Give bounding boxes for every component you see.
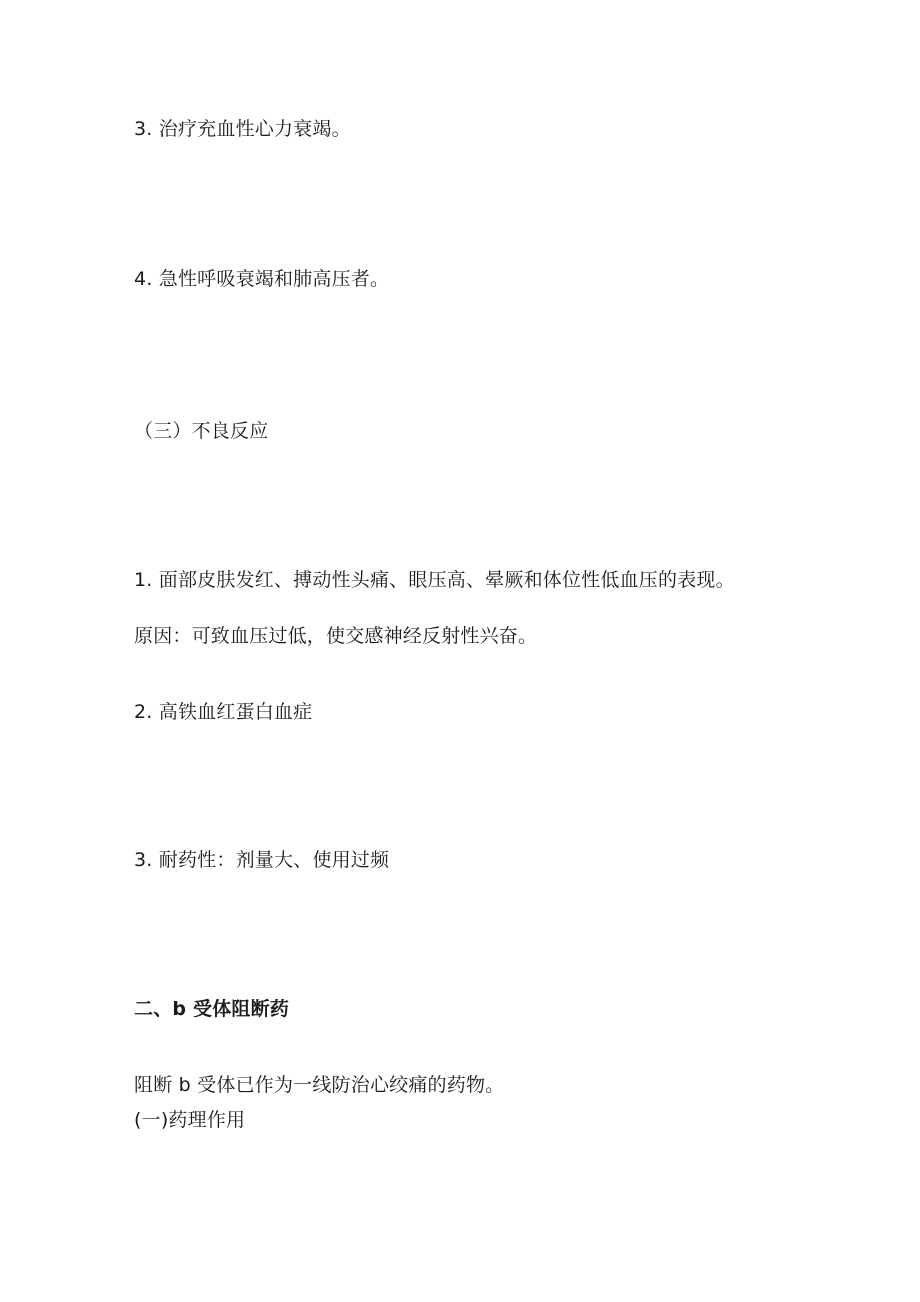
item-4-respiratory-failure: 4. 急性呼吸衰竭和肺高压者。: [134, 268, 390, 290]
adverse-item-3: 3. 耐药性：剂量大、使用过频: [134, 849, 390, 871]
adverse-item-1-cause: 原因：可致血压过低，使交感神经反射性兴奋。: [134, 625, 538, 647]
item-3-heart-failure: 3. 治疗充血性心力衰竭。: [134, 118, 351, 140]
section-heading-beta-blockers: 二、b 受体阻断药: [134, 998, 290, 1020]
section-heading-adverse-reactions: （三）不良反应: [134, 420, 269, 442]
adverse-item-2: 2. 高铁血红蛋白血症: [134, 701, 313, 723]
adverse-item-1: 1. 面部皮肤发红、搏动性头痛、眼压高、晕厥和体位性低血压的表现。: [134, 569, 735, 591]
subheading-pharmacology: (一)药理作用: [134, 1109, 246, 1131]
beta-blocker-intro: 阻断 b 受体已作为一线防治心绞痛的药物。: [134, 1074, 505, 1096]
